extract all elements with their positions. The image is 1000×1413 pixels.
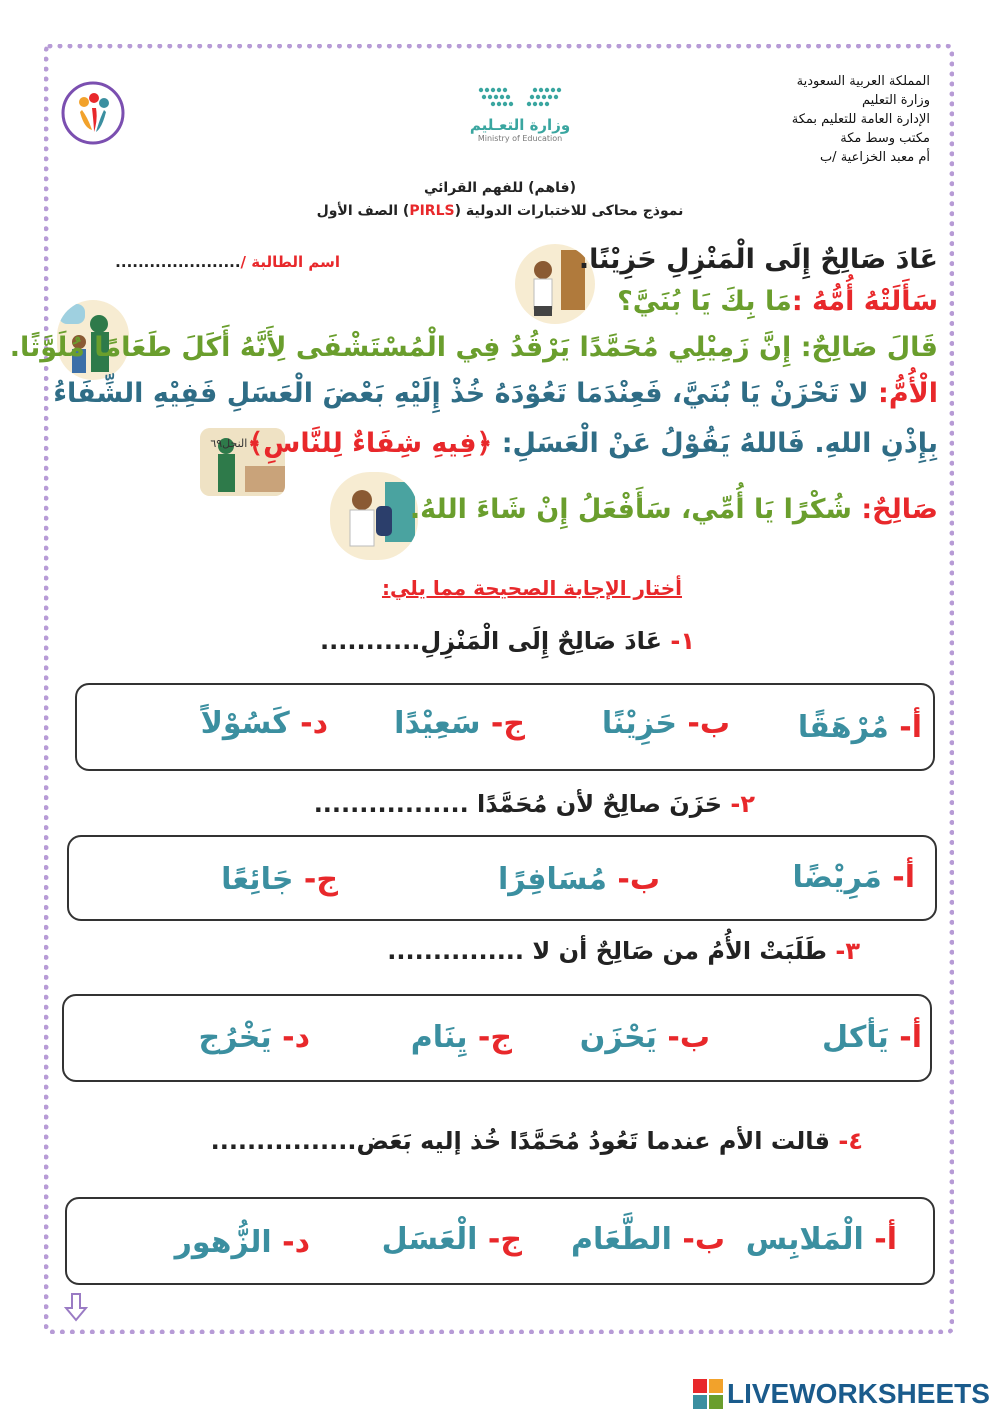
option-3c[interactable] <box>411 1020 512 1055</box>
option-word: الْعَسَل <box>381 1222 478 1257</box>
speaker-mother: سَأَلَتْهُ أُمُّهُ : <box>791 286 938 317</box>
question-text: طَلَبَتْ الأُمُ من صَالِحٌ أن لا ............... <box>387 937 836 965</box>
quran-verse: ﴿فِيهِ شِفَاءٌ لِلنَّاسِ﴾ <box>247 428 493 459</box>
boy-backpack-image <box>330 472 418 560</box>
option-letter: ج- <box>477 1020 512 1055</box>
option-word: يَأكل <box>822 1020 889 1055</box>
page-title: (فاهم) للفهم القرائي <box>424 180 576 196</box>
option-word: جَائِعًا <box>221 862 294 897</box>
speaker-saleh: صَالِحٌ: <box>861 494 938 525</box>
ministry-dots-icon <box>475 84 565 112</box>
option-word: كَسُوْلاً <box>200 706 290 741</box>
option-4b[interactable] <box>571 1222 725 1257</box>
option-word: سَعِيْدًا <box>394 706 481 741</box>
story-text: شُكْرًا يَا أُمِّي، سَأَفْعَلُ إِنْ شَاءَ اللهُ. <box>409 494 862 525</box>
ministry-name-en: Ministry of Education <box>477 134 563 143</box>
ministry-name-ar: وزارة التعـليم <box>469 116 571 134</box>
option-word: الزُّهور <box>174 1225 272 1260</box>
question-3 <box>387 937 860 965</box>
option-letter: د- <box>282 1225 310 1260</box>
option-3b[interactable] <box>580 1020 710 1055</box>
story-text: بِإِذْنِ اللهِ. فَاللهُ يَقُوْلُ عَنْ الْعَسَلِ: <box>492 428 938 459</box>
option-letter: ج- <box>487 1222 522 1257</box>
question-4 <box>211 1127 863 1155</box>
option-1d[interactable] <box>201 706 328 741</box>
story-text: مَا بِكَ يَا بُنَيَّ؟ <box>617 286 792 317</box>
story-text: إِنَّ زَمِيْلِي مُحَمَّدًا يَرْقُدُ فِي الْمُسْتَشْفَى لِأَنَّهُ أَكَلَ طَعَامًا مُلَوَّثًا. <box>9 332 801 363</box>
header-line: المملكة العربية السعودية <box>796 74 930 89</box>
option-2a[interactable] <box>792 860 915 895</box>
story-text: عَادَ صَالِحٌ إِلَى الْمَنْزِلِ حَزِيْنًا. <box>578 244 938 275</box>
student-name-label: اسم الطالبة / <box>240 253 340 271</box>
option-letter: د- <box>282 1020 310 1055</box>
school-logo <box>58 78 128 148</box>
header-line: مكتب وسط مكة <box>840 131 930 146</box>
option-letter: أ- <box>874 1222 897 1257</box>
question-text: قالت الأم عندما تَعُودُ مُحَمَّدًا خُذ إليه بَعَض................ <box>210 1127 839 1155</box>
option-1a[interactable] <box>798 710 922 745</box>
down-arrow-icon[interactable] <box>64 1292 88 1322</box>
option-word: الْمَلابِس <box>745 1222 864 1257</box>
option-4a[interactable] <box>746 1222 897 1257</box>
question-text: حَزَنَ صالِحٌ لأن مُحَمَّدًا ................. <box>313 790 731 818</box>
option-word: يِنَام <box>410 1020 468 1055</box>
option-letter: ج- <box>303 862 338 897</box>
student-name-dots: ...................... <box>115 253 241 271</box>
story-line-2 <box>617 282 938 322</box>
option-letter: أ- <box>892 860 915 895</box>
option-word: مُسَافِرًا <box>497 862 607 897</box>
option-word: مُرْهَقًا <box>797 710 889 745</box>
option-4c[interactable] <box>382 1222 522 1257</box>
option-3a[interactable] <box>822 1020 922 1055</box>
option-word: الطَّعَام <box>570 1222 672 1257</box>
speaker-saleh: قَالَ صَالِحٌ: <box>800 332 938 363</box>
liveworksheets-logo <box>693 1375 993 1411</box>
option-letter: ب- <box>682 1222 725 1257</box>
question-1 <box>320 627 695 655</box>
option-letter: ج- <box>490 706 525 741</box>
story-line-3 <box>10 328 938 368</box>
header-block <box>710 72 930 167</box>
brand-name: LIVEWORKSHEETS <box>727 1378 990 1409</box>
option-letter: أ- <box>899 1020 922 1055</box>
subtitle-part-b: ) الصف الأول <box>316 203 410 219</box>
header-line: الإدارة العامة للتعليم بمكة <box>791 112 930 127</box>
option-2b[interactable] <box>498 862 660 897</box>
header-line: وزارة التعليم <box>861 93 930 108</box>
story-line-4 <box>53 374 938 414</box>
question-number: ٢- <box>730 790 755 818</box>
question-number: ٣- <box>835 937 860 965</box>
speaker-mother: الْأُمُّ: <box>878 378 938 409</box>
question-number: ٤- <box>838 1127 863 1155</box>
story-line-1 <box>579 240 938 280</box>
option-word: يَخْرُج <box>198 1020 272 1055</box>
story-line-5 <box>210 424 938 464</box>
pirls-label: PIRLS <box>409 203 455 219</box>
option-word: يَحْزَن <box>579 1020 657 1055</box>
option-1b[interactable] <box>602 706 730 741</box>
option-letter: ب- <box>667 1020 710 1055</box>
option-2c[interactable] <box>221 862 338 897</box>
option-word: حَزِيْنًا <box>601 706 677 741</box>
page-subtitle <box>250 203 750 219</box>
option-letter: د- <box>300 706 328 741</box>
option-4d[interactable] <box>175 1225 310 1260</box>
header-line: أم معبد الخزاعية /ب <box>819 150 930 165</box>
question-text: عَادَ صَالِحٌ إِلَى الْمَنْزِلِ........... <box>320 627 671 655</box>
option-letter: أ- <box>899 710 922 745</box>
subtitle-part-a: نموذج محاكى للاختبارات الدولية ( <box>454 203 684 219</box>
verse-reference: النحل٦٩ <box>210 437 248 450</box>
story-line-6 <box>410 490 938 530</box>
question-2 <box>314 790 755 818</box>
option-letter: ب- <box>617 862 660 897</box>
option-1c[interactable] <box>394 706 525 741</box>
option-3d[interactable] <box>199 1020 310 1055</box>
story-text: لا تَحْزَنْ يَا بُنَيَّ، فَعِنْدَمَا تَعُوْدَهُ خُذْ إِلَيْهِ بَعْضَ الْعَسَلِ فَفِيْهِ الشِّفَاءُ <box>53 378 879 409</box>
instruction: أختار الإجابة الصحيحة مما يلي: <box>381 576 682 600</box>
ministry-logo <box>445 84 595 154</box>
option-letter: ب- <box>687 706 730 741</box>
brand-icon <box>693 1379 723 1409</box>
option-word: مَرِيْضًا <box>792 860 882 895</box>
question-number: ١- <box>670 627 695 655</box>
student-name-field[interactable] <box>90 253 340 271</box>
